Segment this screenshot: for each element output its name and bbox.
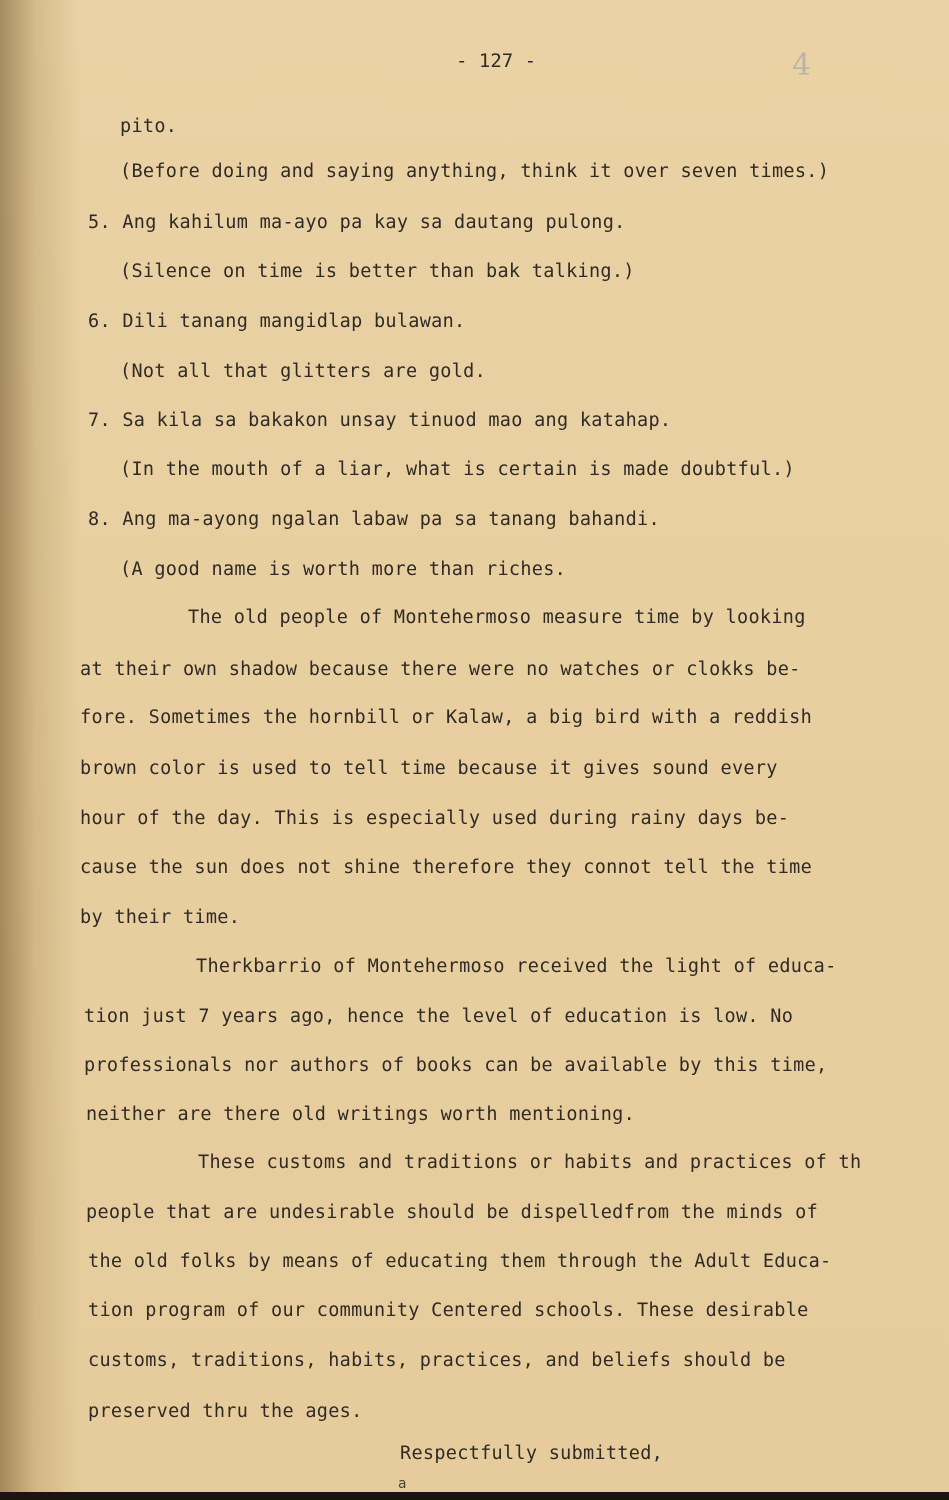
paragraph-line: brown color is used to tell time because it gives sound every xyxy=(80,758,778,779)
paragraph-line: the old folks by means of educating them through the Adult Educa- xyxy=(88,1251,832,1272)
paragraph-line: tion program of our community Centered schools. These desirable xyxy=(88,1300,809,1321)
translation-5: (Silence on time is better than bak talking.) xyxy=(120,261,635,282)
proverb-8: 8. Ang ma-ayong ngalan labaw pa sa tanang bahandi. xyxy=(88,509,660,530)
paragraph-line: These customs and traditions or habits and practices of th xyxy=(198,1152,862,1173)
text-line: (Before doing and saying anything, think it over seven times.) xyxy=(120,161,830,182)
page-number: - 127 - xyxy=(456,50,537,72)
paragraph-line: The old people of Montehermoso measure time by looking xyxy=(188,607,806,628)
paragraph-line: by their time. xyxy=(80,907,241,928)
text-line: pito. xyxy=(120,116,178,137)
paragraph-line: professionals nor authors of books can be available by this time, xyxy=(84,1055,828,1076)
paragraph-line: Therkbarrio of Montehermoso received the light of educa- xyxy=(196,956,837,977)
paragraph-line: cause the sun does not shine therefore they connot tell the time xyxy=(80,857,813,878)
paragraph-line: people that are undesirable should be dispelledfrom the minds of xyxy=(86,1202,819,1223)
proverb-5: 5. Ang kahilum ma-ayo pa kay sa dautang pulong. xyxy=(88,212,626,233)
paragraph-line: fore. Sometimes the hornbill or Kalaw, a big bird with a reddish xyxy=(80,707,813,728)
translation-8: (A good name is worth more than riches. xyxy=(120,559,567,580)
stray-mark: a xyxy=(398,1476,407,1492)
paragraph-line: tion just 7 years ago, hence the level of education is low. No xyxy=(84,1006,794,1027)
proverb-7: 7. Sa kila sa bakakon unsay tinuod mao ang katahap. xyxy=(88,410,672,431)
corner-page-mark: 4 xyxy=(792,48,812,83)
paragraph-line: customs, traditions, habits, practices, and beliefs should be xyxy=(88,1350,786,1371)
proverb-6: 6. Dili tanang mangidlap bulawan. xyxy=(88,311,466,332)
page-bottom-edge xyxy=(0,1492,949,1500)
translation-7: (In the mouth of a liar, what is certain is made doubtful.) xyxy=(120,459,795,480)
paragraph-line: hour of the day. This is especially used during rainy days be- xyxy=(80,808,790,829)
paragraph-line: neither are there old writings worth mentioning. xyxy=(86,1104,636,1125)
translation-6: (Not all that glitters are gold. xyxy=(120,361,487,382)
closing-line: Respectfully submitted, xyxy=(400,1443,664,1464)
paragraph-line: at their own shadow because there were no watches or clokks be- xyxy=(80,659,801,680)
paragraph-line: preserved thru the ages. xyxy=(88,1401,363,1422)
